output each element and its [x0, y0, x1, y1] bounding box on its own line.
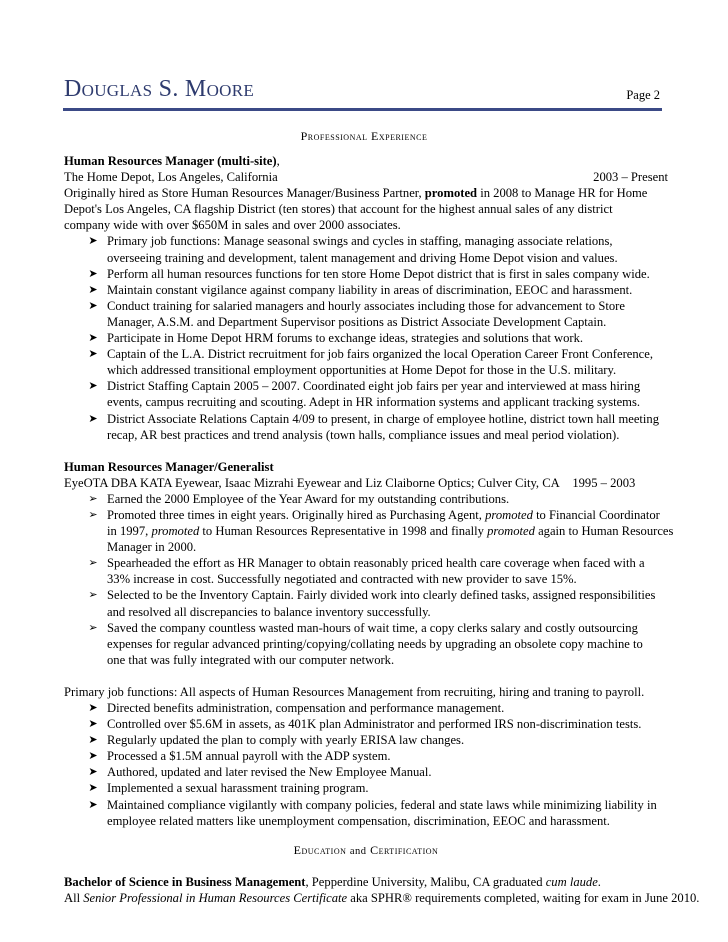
spacer	[64, 668, 668, 684]
check-arrow-icon: ➢	[88, 492, 98, 505]
job1-summary-line1	[64, 185, 668, 201]
list-item	[64, 346, 668, 378]
job2-company: EyeOTA DBA KATA Eyewear, Isaac Mizrahi Eyewear and Liz Claiborne Optics; Culver City, CA	[64, 475, 560, 490]
list-item	[64, 298, 668, 330]
bullet-segment: Promoted three times in eight years. Originally hired as Purchasing Agent,	[107, 507, 482, 522]
list-item	[64, 378, 668, 410]
job1-company: The Home Depot, Los Angeles, California	[64, 170, 278, 185]
degree-school: , Pepperdine University, Malibu, CA graduated	[305, 874, 543, 889]
bullet-text: 33% increase in cost. Successfully negotiated and contracted with new provider to save 15%.	[107, 572, 577, 587]
arrow-bullet-icon: ➤	[88, 299, 98, 312]
spacer	[64, 860, 668, 874]
bullet-text: Regularly updated the plan to comply with yearly ERISA law changes.	[107, 733, 465, 748]
bullet-text: Selected to be the Inventory Captain. Fairly divided work into clearly defined tasks, assigned responsibilities	[107, 588, 656, 603]
degree-honors: cum laude	[545, 874, 598, 889]
bullet-text: Primary job functions: Manage seasonal swings and cycles in staffing, managing associate relations,	[107, 234, 613, 249]
spacer	[64, 443, 668, 459]
job1-title-suffix: ,	[276, 154, 280, 168]
bullet-text: Maintain constant vigilance against company liability in areas of discrimination, EEOC and harassment.	[107, 282, 633, 297]
arrow-bullet-icon: ➤	[88, 718, 98, 731]
bullet-text	[107, 507, 668, 523]
bullet-segment: to Human Resources Representative in 1998 and finally	[202, 524, 484, 539]
job1-summary-line2: Depot's Los Angeles, CA flagship District (ten stores) that account for the highest annual sales of any district	[64, 202, 613, 217]
bullet-text: Manager, A.S.M. and Department Supervisor positions as District Associate Development Captain.	[107, 314, 607, 329]
degree-end: .	[597, 874, 601, 889]
bullet-text: Captain of the L.A. District recruitment for job fairs organized the local Operation Career Front Conference,	[107, 347, 654, 362]
job1-summary-line3: company wide with over $650M in sales and over 2000 associates.	[64, 218, 401, 233]
bullet-text: expenses for regular advanced printing/copying/collating needs by upgrading an obsolete copy machine to	[107, 636, 643, 651]
list-item	[64, 764, 668, 780]
list-item	[64, 700, 668, 716]
bullet-text: which addressed transitional employment opportunities at Home Depot for those in the U.S. military.	[107, 363, 617, 378]
certification-line	[64, 890, 700, 906]
list-item	[64, 330, 668, 346]
arrow-bullet-icon: ➤	[88, 782, 98, 795]
bullet-text: overseeing training and development, talent management and driving Home Depot vision and values.	[107, 250, 618, 265]
arrow-bullet-icon: ➤	[88, 380, 98, 393]
list-item	[64, 797, 668, 829]
job1-title: Human Resources Manager (multi-site)	[64, 154, 277, 168]
bullet-text: and resolved all discrepancies to balance inventory successfully.	[107, 604, 431, 619]
list-item	[64, 233, 668, 265]
list-item	[64, 411, 668, 443]
job1-company-line	[64, 169, 668, 185]
check-arrow-icon: ➢	[88, 621, 98, 634]
bullet-segment: to Financial Coordinator	[536, 507, 660, 522]
spacer	[64, 829, 668, 842]
arrow-bullet-icon: ➤	[88, 766, 98, 779]
bullet-text: Maintained compliance vigilantly with company policies, federal and state laws while minimizing liability in	[107, 797, 657, 812]
list-item	[64, 555, 668, 587]
bullet-text: Participate in Home Depot HRM forums to exchange ideas, strategies and solutions that work.	[107, 331, 584, 346]
list-item	[64, 587, 668, 619]
arrow-bullet-icon: ➤	[88, 412, 98, 425]
cert-pre: All	[64, 890, 81, 905]
bullet-emphasis: promoted	[487, 524, 535, 539]
bullet-text: Perform all human resources functions for ten store Home Depot district that is first in sales company wide.	[107, 266, 650, 281]
bullet-text: Processed a $1.5M annual payroll with the ADP system.	[107, 749, 391, 764]
bullet-text: Spearheaded the effort as HR Manager to obtain reasonably priced health care coverage when faced with a	[107, 556, 645, 571]
list-item	[64, 507, 674, 555]
arrow-bullet-icon: ➤	[88, 283, 98, 296]
education-heading-a: Education	[293, 842, 347, 857]
job1-summary-promoted: promoted	[424, 186, 478, 201]
list-item	[64, 732, 668, 748]
arrow-bullet-icon: ➤	[88, 332, 98, 345]
arrow-bullet-icon: ➤	[88, 702, 98, 714]
cert-post: aka SPHR® requirements completed, waiting for exam in June 2010.	[350, 890, 700, 905]
list-item	[64, 620, 668, 668]
check-arrow-icon: ➢	[88, 508, 98, 521]
check-arrow-icon: ➢	[88, 557, 98, 570]
bullet-text: events, campus recruiting and scouting. Adept in HR information systems and applicant tracking systems.	[107, 395, 641, 410]
arrow-bullet-icon: ➤	[88, 750, 98, 763]
bullet-text: Controlled over $5.6M in assets, as 401K plan Administrator and performed IRS non-discrimination tests.	[107, 717, 642, 732]
job2-title: Human Resources Manager/Generalist	[64, 459, 274, 474]
check-arrow-icon: ➢	[88, 589, 98, 602]
job1-summary-post: in 2008 to Manage HR for Home	[480, 186, 648, 201]
bullet-text: Manager in 2000.	[107, 540, 197, 555]
job2-company-line	[64, 475, 668, 491]
bullet-text: one that was fully integrated with our computer network.	[107, 652, 395, 667]
arrow-bullet-icon: ➤	[88, 348, 98, 361]
arrow-bullet-icon: ➤	[88, 235, 98, 248]
degree-name: Bachelor of Science in Business Management	[64, 874, 306, 889]
resume-content	[64, 153, 700, 906]
bullet-text: Implemented a sexual harassment training program.	[107, 781, 369, 796]
bullet-text	[107, 523, 674, 539]
bullet-text: Directed benefits administration, compensation and performance management.	[107, 701, 505, 715]
primary-bullet-list	[64, 700, 668, 829]
header-rule	[63, 108, 662, 111]
bullet-text: Authored, updated and later revised the New Employee Manual.	[107, 765, 432, 780]
list-item	[64, 716, 668, 732]
job1-summary-pre: Originally hired as Store Human Resources Manager/Business Partner,	[64, 186, 422, 201]
list-item	[64, 266, 668, 282]
list-item	[64, 780, 668, 796]
list-item	[64, 748, 668, 764]
bullet-emphasis: promoted	[485, 507, 533, 522]
education-heading-and: and	[349, 845, 367, 857]
bullet-segment: in 1997,	[107, 524, 149, 539]
list-item	[64, 491, 668, 507]
cert-name: Senior Professional in Human Resources Certificate	[83, 890, 348, 905]
bullet-text: employee related matters like unemployment compensation, discrimination, EEOC and harassment.	[107, 813, 610, 828]
primary-functions-intro: Primary job functions: All aspects of Human Resources Management from recruiting, hiring and traning to payroll.	[64, 684, 645, 699]
education-heading	[64, 842, 668, 860]
experience-heading: Professional Experience	[300, 129, 428, 143]
candidate-name: Douglas S. Moore	[64, 76, 255, 102]
education-heading-b: Certification	[370, 842, 439, 857]
arrow-bullet-icon: ➤	[88, 798, 98, 811]
bullet-emphasis: promoted	[151, 524, 200, 539]
degree-line	[64, 874, 668, 890]
bullet-text: recap, AR best practices and trend analysis (town halls, compliance issues and meal period violation).	[107, 427, 620, 442]
list-item	[64, 282, 668, 298]
bullet-text: Conduct training for salaried managers and hourly associates including those for advancement to Store	[107, 298, 625, 313]
bullet-segment: again to Human Resources	[538, 524, 674, 539]
job2-dates: 1995 – 2003	[572, 475, 636, 490]
bullet-text: Earned the 2000 Employee of the Year Award for my outstanding contributions.	[107, 491, 510, 506]
job1-bullet-list	[64, 233, 668, 442]
bullet-text: District Associate Relations Captain 4/09 to present, in charge of employee hotline, district town hall meeting	[107, 411, 660, 426]
arrow-bullet-icon: ➤	[88, 734, 98, 747]
job1-title-line	[64, 153, 668, 169]
bullet-text: Saved the company countless wasted man-hours of wait time, a copy clerks salary and costly outsourcing	[107, 620, 638, 635]
job2-title-line	[64, 459, 668, 475]
job1-dates: 2003 – Present	[593, 170, 668, 185]
bullet-text: District Staffing Captain 2005 – 2007. Coordinated eight job fairs per year and interviewed at mass hiring	[107, 379, 641, 394]
arrow-bullet-icon: ➤	[88, 267, 98, 280]
page-number: Page 2	[626, 88, 660, 102]
